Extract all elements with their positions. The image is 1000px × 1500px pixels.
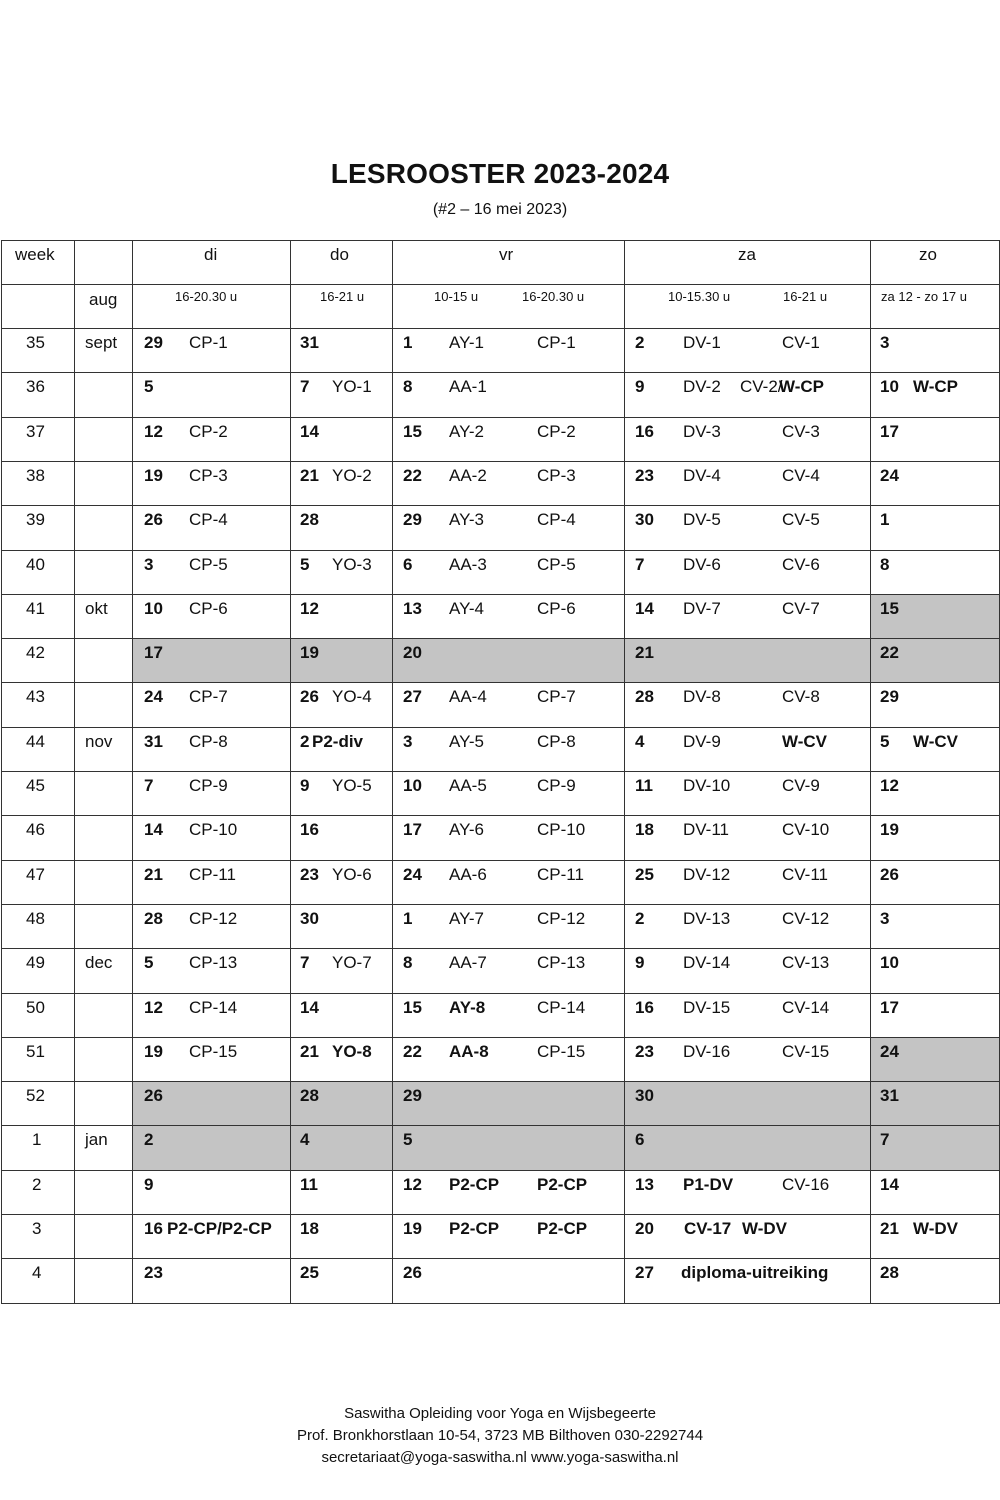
grid-top-line	[1, 240, 1000, 241]
activity-vr: AA-6	[449, 864, 487, 884]
activity-za: DV-14	[683, 953, 731, 973]
activity-za: DV-16	[683, 1041, 731, 1061]
date-zo: 7	[880, 1130, 890, 1150]
activity-di: CP-15	[189, 1041, 238, 1061]
activity-vr-evening: CP-9	[537, 776, 576, 795]
activity-vr: P2-CP	[449, 1219, 500, 1238]
date-di: 29	[144, 333, 163, 352]
date-vr: 6	[403, 554, 413, 574]
activity-za: DV-2	[683, 377, 721, 397]
date-do: 25	[300, 1263, 319, 1283]
header-day-vr: vr	[499, 245, 514, 264]
activity-do: YO-8	[332, 1041, 372, 1061]
activity-za: P1-DV	[683, 1174, 734, 1194]
activity-za: DV-1	[683, 333, 721, 352]
week-number: 3	[32, 1219, 42, 1238]
date-do: 26	[300, 687, 319, 707]
date-di: 10	[144, 598, 163, 618]
date-di: 31	[144, 731, 163, 751]
activity-za: DV-4	[683, 465, 721, 485]
grid-row-line	[1, 815, 1000, 816]
activity-zo: W-DV	[913, 1219, 958, 1238]
grid-row-line	[1, 727, 1000, 728]
activity-za: DV-11	[683, 820, 729, 840]
header-time-vr-evening: 16-20.30 u	[522, 289, 585, 304]
activity-za-evening: CV-5	[782, 510, 820, 530]
date-do: 7	[300, 953, 310, 973]
date-di: 24	[144, 687, 163, 707]
activity-za-evening: CV-2/	[740, 377, 783, 397]
activity-za-evening: CV-7	[782, 598, 820, 618]
activity-za: DV-10	[683, 776, 731, 795]
activity-di: CP-9	[189, 776, 228, 795]
date-di: 26	[144, 1086, 163, 1106]
activity-za: DV-9	[683, 731, 721, 751]
activity-vr: AY-1	[449, 333, 484, 352]
activity-za-evening: CV-4	[782, 465, 820, 485]
date-zo: 19	[880, 820, 899, 840]
activity-vr: P2-CP	[449, 1174, 500, 1194]
activity-vr: AY-3	[449, 510, 484, 530]
date-za: 7	[635, 554, 645, 574]
date-vr: 17	[403, 820, 422, 840]
activity-di: CP-1	[189, 333, 228, 352]
date-zo: 10	[880, 377, 899, 397]
page-subtitle: (#2 – 16 mei 2023)	[432, 201, 568, 218]
activity-vr-evening: CP-2	[537, 421, 576, 441]
week-number: 46	[26, 820, 45, 840]
date-za: 16	[635, 997, 654, 1017]
date-vr: 13	[403, 598, 422, 618]
date-za: 21	[635, 643, 654, 663]
date-vr: 12	[403, 1174, 422, 1194]
date-zo: 5	[880, 731, 890, 751]
activity-di: CP-11	[189, 864, 236, 884]
header-day-za: za	[738, 245, 756, 264]
activity-di: CP-3	[189, 465, 228, 485]
date-do: 31	[300, 333, 319, 352]
date-zo: 28	[880, 1263, 899, 1283]
activity-za-evening: CV-3	[782, 421, 820, 441]
activity-za-evening: CV-16	[782, 1174, 830, 1194]
activity-vr: AA-7	[449, 953, 487, 973]
date-do: 11	[300, 1174, 318, 1194]
date-do: 28	[300, 1086, 319, 1106]
date-vr: 26	[403, 1263, 422, 1283]
activity-do: YO-3	[332, 554, 372, 574]
date-di: 12	[144, 997, 163, 1017]
activity-vr-evening: CP-3	[537, 465, 576, 485]
date-di: 19	[144, 465, 163, 485]
activity-za-evening: CV-14	[782, 997, 830, 1017]
date-do: 14	[300, 421, 319, 441]
date-di: 19	[144, 1041, 163, 1061]
date-za: 2	[635, 908, 645, 928]
date-zo: 3	[880, 333, 890, 352]
grid-column-line	[1, 240, 2, 1304]
activity-vr-evening: CP-14	[537, 997, 586, 1017]
week-number: 41	[26, 598, 45, 618]
activity-za: DV-8	[683, 687, 721, 707]
date-vr: 29	[403, 510, 422, 530]
date-di: 12	[144, 421, 163, 441]
activity-di: P2-CP/P2-CP	[167, 1219, 272, 1238]
activity-vr-evening: CP-11	[537, 864, 584, 884]
date-za: 20	[635, 1219, 654, 1238]
grid-row-line	[1, 461, 1000, 462]
date-zo: 1	[880, 510, 890, 530]
week-number: 36	[26, 377, 45, 397]
grid-row-line	[1, 993, 1000, 994]
activity-za-evening: CV-11	[782, 864, 828, 884]
shaded-cell-za	[624, 1125, 870, 1169]
activity-vr-evening: CP-5	[537, 554, 576, 574]
activity-vr-evening: CP-12	[537, 908, 586, 928]
grid-row-line	[1, 1258, 1000, 1259]
date-zo: 29	[880, 687, 899, 707]
activity-di: CP-6	[189, 598, 228, 618]
date-vr: 15	[403, 421, 422, 441]
grid-row-line	[1, 860, 1000, 861]
shaded-cell-vr	[392, 1125, 624, 1169]
date-do: 18	[300, 1219, 319, 1238]
header-day-do: do	[330, 245, 349, 264]
week-number: 35	[26, 333, 45, 352]
activity-di: CP-14	[189, 997, 238, 1017]
activity-vr: AA-1	[449, 377, 487, 397]
week-number: 47	[26, 864, 45, 884]
shaded-cell-za	[624, 1081, 870, 1125]
date-za: 30	[635, 1086, 654, 1106]
activity-vr: AA-5	[449, 776, 487, 795]
activity-za: DV-3	[683, 421, 721, 441]
activity-za: DV-15	[683, 997, 731, 1017]
month-label: dec	[85, 953, 113, 973]
week-number: 37	[26, 421, 45, 441]
activity-vr-evening: P2-CP	[537, 1219, 588, 1238]
activity-vr: AY-5	[449, 731, 484, 751]
activity-za: diploma-uitreiking	[681, 1263, 829, 1283]
date-zo: 14	[880, 1174, 899, 1194]
grid-row-line	[1, 682, 1000, 683]
week-number: 38	[26, 465, 45, 485]
activity-do: YO-4	[332, 687, 372, 707]
week-number: 50	[26, 997, 45, 1017]
grid-row-line	[1, 594, 1000, 595]
date-do: 21	[300, 465, 319, 485]
header-time-do: 16-21 u	[320, 289, 365, 304]
week-number: 52	[26, 1086, 45, 1106]
activity-do: YO-7	[332, 953, 372, 973]
date-do: 14	[300, 997, 319, 1017]
activity-do: YO-2	[332, 465, 372, 485]
month-label: nov	[85, 731, 113, 751]
week-number: 2	[32, 1174, 42, 1194]
date-di: 26	[144, 510, 163, 530]
activity-vr: AA-2	[449, 465, 487, 485]
activity-zo: W-CV	[913, 731, 958, 751]
activity-di: CP-8	[189, 731, 228, 751]
date-zo: 3	[880, 908, 890, 928]
date-vr: 24	[403, 864, 422, 884]
grid-column-line	[74, 240, 75, 1304]
activity-za-evening: CV-12	[782, 908, 830, 928]
activity-za-evening: W-CV	[782, 731, 827, 751]
activity-vr: AY-8	[449, 997, 486, 1017]
date-di: 9	[144, 1174, 154, 1194]
date-do: 4	[300, 1130, 310, 1150]
date-za: 9	[635, 953, 645, 973]
week-number: 49	[26, 953, 45, 973]
date-zo: 26	[880, 864, 899, 884]
activity-vr: AY-7	[449, 908, 484, 928]
date-vr: 22	[403, 1041, 422, 1061]
week-number: 42	[26, 643, 45, 663]
activity-do: YO-1	[332, 377, 372, 397]
week-number: 44	[26, 731, 45, 751]
date-vr: 3	[403, 731, 413, 751]
activity-vr-evening: P2-CP	[537, 1174, 588, 1194]
activity-vr: AA-4	[449, 687, 487, 707]
date-do: 30	[300, 908, 319, 928]
grid-row-line	[1, 904, 1000, 905]
date-di: 23	[144, 1263, 163, 1283]
activity-di: CP-13	[189, 953, 238, 973]
date-vr: 1	[403, 908, 413, 928]
date-za: 2	[635, 333, 645, 352]
date-za: 13	[635, 1174, 654, 1194]
activity-di: CP-10	[189, 820, 238, 840]
date-di: 14	[144, 820, 163, 840]
date-do: 28	[300, 510, 319, 530]
activity-do: YO-6	[332, 864, 372, 884]
date-za: 23	[635, 1041, 654, 1061]
activity-za-evening: CV-9	[782, 776, 820, 795]
date-zo: 12	[880, 776, 899, 795]
date-za: 14	[635, 598, 654, 618]
date-vr: 19	[403, 1219, 422, 1238]
header-day-zo: zo	[919, 245, 937, 264]
date-zo: 8	[880, 554, 890, 574]
shaded-cell-za	[624, 638, 870, 682]
activity-vr-evening: CP-10	[537, 820, 586, 840]
grid-row-line	[1, 948, 1000, 949]
footer	[0, 1403, 1000, 1469]
date-vr: 5	[403, 1130, 413, 1150]
header-time-za-evening: 16-21 u	[783, 289, 828, 304]
activity-za-evening: W-DV	[742, 1219, 787, 1238]
date-zo: 15	[880, 598, 899, 618]
header-time-vr-morning: 10-15 u	[434, 289, 479, 304]
date-di: 3	[144, 554, 154, 574]
week-number: 4	[32, 1263, 42, 1283]
activity-za: CV-17	[684, 1219, 732, 1238]
date-za: 25	[635, 864, 654, 884]
week-number: 48	[26, 908, 45, 928]
activity-za-evening: CV-8	[782, 687, 820, 707]
grid-header-line	[1, 284, 1000, 285]
month-label: jan	[85, 1130, 108, 1150]
activity-do: YO-5	[332, 776, 372, 795]
header-time-di: 16-20.30 u	[175, 289, 238, 304]
date-vr: 10	[403, 776, 422, 795]
activity-vr-evening: CP-1	[537, 333, 576, 352]
footer-contact: secretariaat@yoga-saswitha.nl www.yoga-saswitha.nl	[321, 1449, 679, 1466]
date-vr: 8	[403, 377, 413, 397]
date-zo: 31	[880, 1086, 899, 1106]
footer-org: Saswitha Opleiding voor Yoga en Wijsbegeerte	[344, 1405, 656, 1422]
activity-di: CP-2	[189, 421, 228, 441]
shaded-cell-zo	[870, 1125, 1000, 1169]
date-za: 23	[635, 465, 654, 485]
date-do: 9	[300, 776, 310, 795]
page-title: LESROOSTER 2023-2024	[330, 158, 670, 189]
shaded-cell-di	[132, 1125, 290, 1169]
shaded-cell-vr	[392, 1081, 624, 1125]
date-za: 28	[635, 687, 654, 707]
activity-vr-evening: CP-13	[537, 953, 586, 973]
activity-vr: AY-2	[449, 421, 484, 441]
activity-za-evening: CV-10	[782, 820, 830, 840]
activity-za-evening: CV-13	[782, 953, 830, 973]
activity-di: CP-5	[189, 554, 228, 574]
date-za: 9	[635, 377, 645, 397]
activity-vr: AA-8	[449, 1041, 489, 1061]
week-number: 40	[26, 554, 45, 574]
grid-header-bottom-line	[1, 328, 1000, 329]
date-zo: 21	[880, 1219, 899, 1238]
schedule-table	[1, 240, 1000, 1304]
date-vr: 20	[403, 643, 422, 663]
date-vr: 8	[403, 953, 413, 973]
activity-vr: AA-3	[449, 554, 487, 574]
header-week: week	[15, 245, 55, 264]
date-do: 21	[300, 1041, 319, 1061]
header-time-za-morning: 10-15.30 u	[668, 289, 731, 304]
date-za: 11	[635, 776, 653, 795]
activity-za: DV-7	[683, 598, 721, 618]
activity-vr-evening: CP-4	[537, 510, 576, 530]
date-zo: 24	[880, 1041, 899, 1061]
activity-do: P2-div	[312, 731, 364, 751]
date-do: 16	[300, 820, 319, 840]
activity-vr-evening: CP-8	[537, 731, 576, 751]
activity-za-evening: CV-1	[782, 333, 820, 352]
activity-vr: AY-6	[449, 820, 484, 840]
date-do: 5	[300, 554, 310, 574]
activity-vr-evening: CP-15	[537, 1041, 586, 1061]
date-di: 7	[144, 776, 154, 795]
date-zo: 17	[880, 997, 899, 1017]
date-do: 23	[300, 864, 319, 884]
date-vr: 1	[403, 333, 413, 352]
date-di: 2	[144, 1130, 154, 1150]
activity-vr-evening: CP-6	[537, 598, 576, 618]
date-zo: 22	[880, 643, 899, 663]
grid-row-line	[1, 771, 1000, 772]
activity-di: CP-12	[189, 908, 238, 928]
week-number: 45	[26, 776, 45, 795]
week-number: 43	[26, 687, 45, 707]
date-di: 28	[144, 908, 163, 928]
date-zo: 24	[880, 465, 899, 485]
date-za: 30	[635, 510, 654, 530]
header-time-zo: za 12 - zo 17 u	[881, 289, 967, 304]
activity-vr-evening: CP-7	[537, 687, 576, 707]
week-number: 39	[26, 510, 45, 530]
grid-row-line	[1, 1170, 1000, 1171]
activity-za: DV-12	[683, 864, 731, 884]
activity-vr: AY-4	[449, 598, 484, 618]
week-number: 51	[26, 1041, 45, 1061]
date-di: 5	[144, 953, 154, 973]
header-month-aug: aug	[89, 290, 118, 309]
date-di: 5	[144, 377, 154, 397]
month-label: okt	[85, 598, 108, 618]
date-za: 4	[635, 731, 645, 751]
date-vr: 29	[403, 1086, 422, 1106]
date-do: 2	[300, 731, 310, 751]
date-za: 16	[635, 421, 654, 441]
week-number: 1	[32, 1130, 42, 1150]
month-label: sept	[85, 333, 118, 352]
grid-row-line	[1, 1214, 1000, 1215]
activity-di: CP-7	[189, 687, 228, 707]
activity-di: CP-4	[189, 510, 228, 530]
grid-row-line	[1, 505, 1000, 506]
header-day-di: di	[204, 245, 218, 264]
activity-za-evening-bold: W-CP	[779, 377, 824, 397]
grid-row-line	[1, 417, 1000, 418]
date-di: 21	[144, 864, 163, 884]
shaded-cell-vr	[392, 638, 624, 682]
date-vr: 22	[403, 465, 422, 485]
date-do: 12	[300, 598, 319, 618]
activity-za: DV-13	[683, 908, 731, 928]
activity-za-evening: CV-15	[782, 1041, 830, 1061]
activity-za: DV-6	[683, 554, 721, 574]
grid-row-line	[1, 372, 1000, 373]
footer-address: Prof. Bronkhorstlaan 10-54, 3723 MB Bilthoven 030-2292744	[296, 1427, 704, 1444]
date-vr: 15	[403, 997, 422, 1017]
grid-row-line	[1, 550, 1000, 551]
date-do: 7	[300, 377, 310, 397]
date-zo: 17	[880, 421, 899, 441]
date-za: 27	[635, 1263, 654, 1283]
grid-row-line	[1, 1037, 1000, 1038]
date-di: 16	[144, 1219, 163, 1238]
date-di: 17	[144, 643, 163, 663]
date-za: 18	[635, 820, 654, 840]
date-do: 19	[300, 643, 319, 663]
date-za: 6	[635, 1130, 645, 1150]
grid-row-line	[1, 1303, 1000, 1304]
activity-za-evening: CV-6	[782, 554, 820, 574]
activity-za: DV-5	[683, 510, 721, 530]
date-vr: 27	[403, 687, 422, 707]
activity-zo: W-CP	[913, 377, 958, 397]
date-zo: 10	[880, 953, 899, 973]
